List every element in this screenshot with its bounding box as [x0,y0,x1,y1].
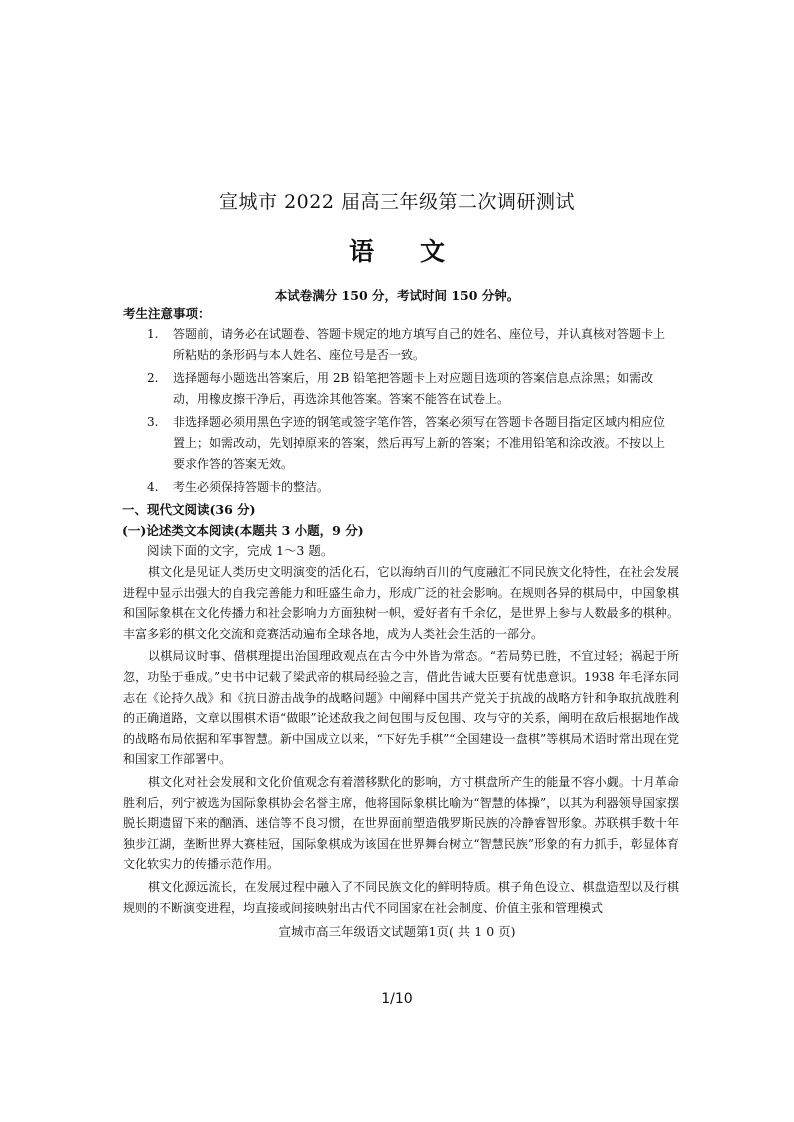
page-number: 1/10 [381,991,413,1007]
page-footer: 宣城市高三年级语文试题第1页( 共 1 0 页) [278,924,516,939]
reading-instruction: 阅读下面的文字，完成 1～3 题。 [147,543,334,558]
notice-title: 考生注意事项： [123,306,211,321]
notice-item-text: 考生必须保持答题卡的整洁。 [173,480,330,494]
notice-item-number: 4. [147,480,159,494]
passage-paragraph: 以棋局议时事、借棋理提出治国理政观点在古今中外皆为常态。“若局势已胜，不宜过轻；祸起于所忽，功坠于垂成。”史书中记载了梁武帝的棋局经验之言，借此告诫大臣要有忧患意识。1938 年毛泽东同志在《论持久战》和《抗日游击战争的战略问题》中阐释中国共产党关于抗战的战略方针和争取抗战胜利的正确道路，文章以围棋术语“做眼”论述敌我之间包围与反包围、攻与守的关系，阐明在敌后根据地作战的战略布局依据和军事智慧。新中国成立以来，“下好先手棋”“全国建设一盘棋”等棋局术语时常出现在党和国家工作部署中。 [123,649,679,767]
notice-list [147,324,675,500]
notice-item-text: 选择题每小题选出答案后，用 2B 铅笔把答题卡上对应题目选项的答案信息点涂黑；如需改动，用橡皮擦干净后，再选涂其他答案。答案不能答在试卷上。 [173,371,654,406]
reading-passage [123,562,679,920]
notice-item [147,324,675,366]
subject-title: 语文 [348,237,491,266]
notice-item-number: 3. [147,415,159,429]
passage-paragraph: 棋文化源远流长，在发展过程中融入了不同民族文化的鲜明特质。棋子角色设立、棋盘造型以及行棋规则的不断演变进程，均直接或间接映射出古代不同国家在社会制度、价值主张和管理模式 [123,879,679,915]
notice-item-number: 1. [147,327,159,341]
section-heading: 一、现代文阅读(36 分) [122,502,256,517]
subsection-heading: (一)论述类文本阅读(本题共 3 小题，9 分) [122,523,364,538]
passage-paragraph: 棋文化对社会发展和文化价值观念有着潜移默化的影响，方寸棋盘所产生的能量不容小觑。十月革命胜利后，列宁被选为国际象棋协会名誉主席，他将国际象棋比喻为“智慧的体操”，以其为利器领导国家摆脱长期遗留下来的酗酒、迷信等不良习惯，在世界面前塑造俄罗斯民族的冷静睿智形象。苏联棋手数十年独步江湖，垄断世界大赛桂冠，国际象棋成为该国在世界舞台树立“智慧民族”形象的有力抓手，彰显体育文化软实力的传播示范作用。 [123,774,679,872]
score-info: 本试卷满分 150 分，考试时间 150 分钟。 [274,288,520,303]
notice-item [147,412,675,475]
exam-title: 宣城市 2022 届高三年级第二次调研测试 [219,191,575,213]
notice-item-text: 答题前，请务必在试题卷、答题卡规定的地方填写自己的姓名、座位号，并认真核对答题卡上所粘贴的条形码与本人姓名、座位号是否一致。 [173,327,666,362]
notice-item [147,477,675,498]
notice-item [147,368,675,410]
notice-item-text: 非选择题必须用黑色字迹的钢笔或签字笔作答，答案必须写在答题卡各题目指定区域内相应位置上；如需改动，先划掉原来的答案，然后再写上新的答案；不准用铅笔和涂改液。不按以上要求作答的答案无效。 [173,415,666,471]
notice-item-number: 2. [147,371,159,385]
passage-paragraph: 棋文化是见证人类历史文明演变的活化石，它以海纳百川的气度融汇不同民族文化特性，在社会发展进程中显示出强大的自我完善能力和旺盛生命力，形成广泛的社会影响。在规则各异的棋局中，中国象棋和国际象棋在文化传播力和社会影响力方面独树一帜，爱好者有千余亿，是世界上参与人数最多的棋种。丰富多彩的棋文化交流和竞赛活动遍布全球各地，成为人类社会生活的一部分。 [123,565,679,641]
